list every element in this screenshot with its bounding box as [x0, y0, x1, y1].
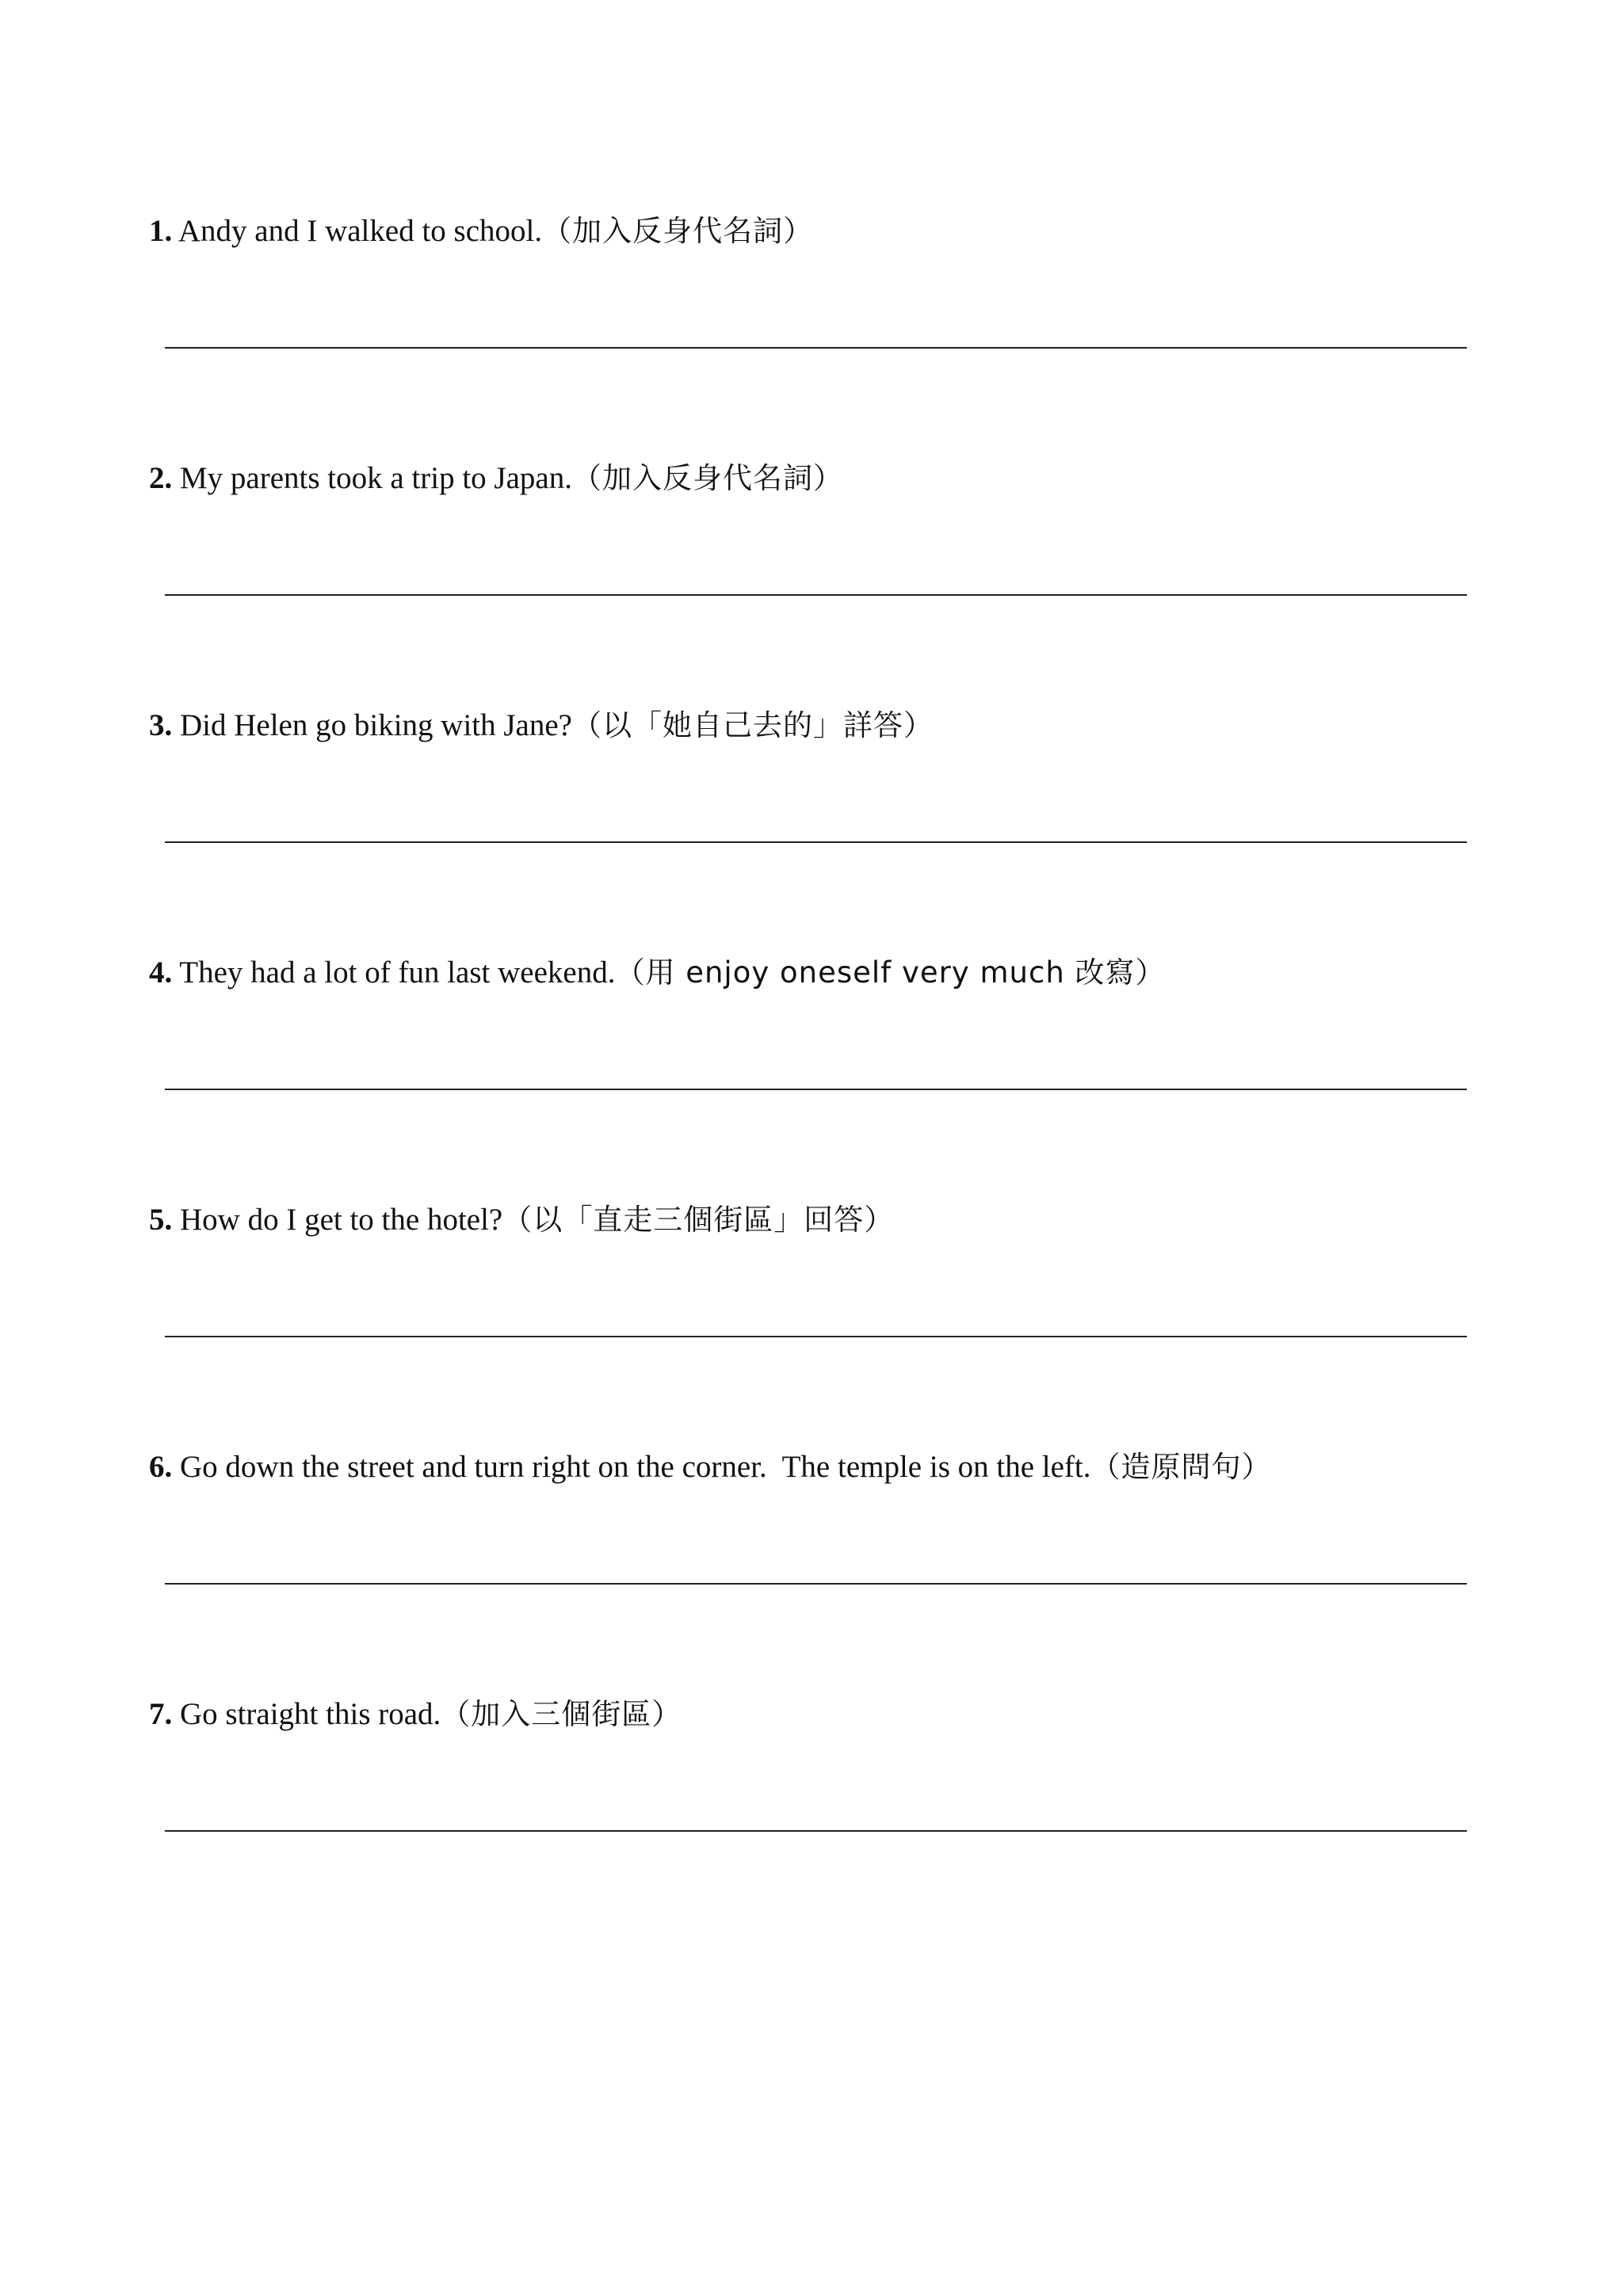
question-instruction: （造原問句） [1090, 1450, 1272, 1484]
question-text [149, 951, 1166, 995]
question-number: 4. [149, 955, 173, 990]
question-sentence: How do I get to the hotel? [180, 1203, 503, 1237]
question-instruction: （加入三個街區） [441, 1697, 682, 1731]
question-sentence: Go straight this road. [180, 1697, 441, 1731]
question-4 [149, 951, 1480, 1188]
question-instruction: （用 enjoy oneself very much 改寫） [615, 955, 1166, 990]
question-number: 3. [149, 708, 173, 742]
answer-line [165, 841, 1467, 843]
question-sentence: My parents took a trip to Japan. [180, 461, 572, 495]
question-1 [149, 209, 1480, 447]
answer-line [165, 1583, 1467, 1585]
question-number: 2. [149, 461, 173, 495]
question-sentence: They had a lot of fun last weekend. [179, 955, 616, 990]
answer-line [165, 347, 1467, 349]
question-instruction: （以「直走三個街區」回答） [502, 1203, 895, 1237]
answer-line [165, 1830, 1467, 1832]
question-7 [149, 1692, 1480, 1930]
question-instruction: （以「她自己去的」詳答） [571, 708, 934, 742]
question-instruction: （加入反身代名詞） [571, 461, 843, 495]
answer-line [165, 1336, 1467, 1337]
question-number: 5. [149, 1203, 173, 1237]
question-text [149, 456, 843, 501]
answer-line [165, 594, 1467, 596]
question-2 [149, 456, 1480, 694]
question-number: 6. [149, 1450, 173, 1484]
question-sentence: Go down the street and turn right on the corner. The temple is on the left. [180, 1450, 1091, 1484]
question-text [149, 1198, 894, 1242]
question-5 [149, 1198, 1480, 1436]
question-number: 7. [149, 1697, 173, 1731]
question-text [149, 704, 934, 748]
question-text [149, 209, 813, 254]
question-3 [149, 704, 1480, 941]
question-number: 1. [149, 214, 173, 248]
question-text [149, 1445, 1272, 1489]
question-instruction: （加入反身代名詞） [542, 214, 814, 248]
question-sentence: Andy and I walked to school. [178, 214, 543, 248]
answer-line [165, 1089, 1467, 1090]
question-text [149, 1692, 682, 1737]
question-6 [149, 1445, 1480, 1683]
question-sentence: Did Helen go biking with Jane? [180, 708, 572, 742]
